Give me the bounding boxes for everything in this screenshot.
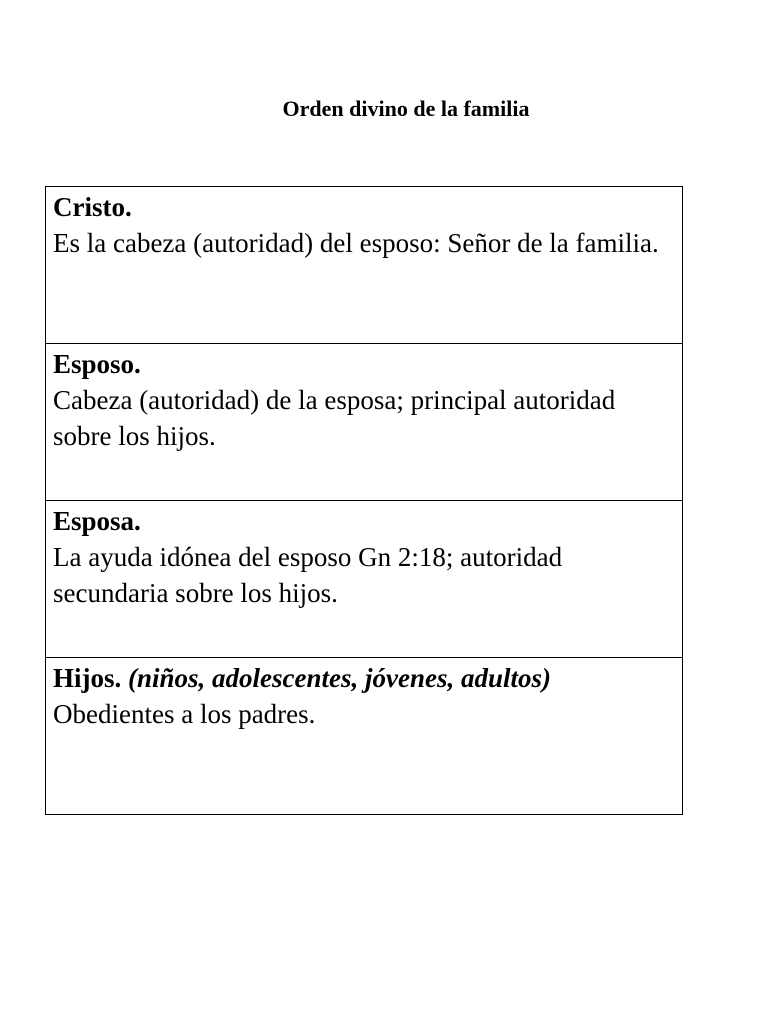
- table-cell-cristo: [46, 187, 683, 344]
- role-title: Esposo.: [53, 349, 141, 379]
- table-row: [46, 501, 683, 658]
- page-title: Orden divino de la familia: [282, 96, 530, 121]
- role-title: Hijos.: [53, 663, 122, 693]
- table-cell-esposo: [46, 344, 683, 501]
- table-row: [46, 344, 683, 501]
- table-cell-hijos: [46, 658, 683, 815]
- family-order-table: [45, 186, 683, 815]
- role-title: Esposa.: [53, 506, 141, 536]
- role-description: Cabeza (autoridad) de la esposa; principal autoridad sobre los hijos.: [53, 385, 616, 451]
- role-note: (niños, adolescentes, jóvenes, adultos): [128, 663, 552, 693]
- role-title: Cristo.: [53, 192, 132, 222]
- role-description: Obedientes a los padres.: [53, 699, 316, 729]
- table-row: [46, 187, 683, 344]
- table-row: [46, 658, 683, 815]
- table-cell-esposa: [46, 501, 683, 658]
- role-description: La ayuda idónea del esposo Gn 2:18; autoridad secundaria sobre los hijos.: [53, 542, 563, 608]
- role-description: Es la cabeza (autoridad) del esposo: Señor de la familia.: [53, 228, 659, 258]
